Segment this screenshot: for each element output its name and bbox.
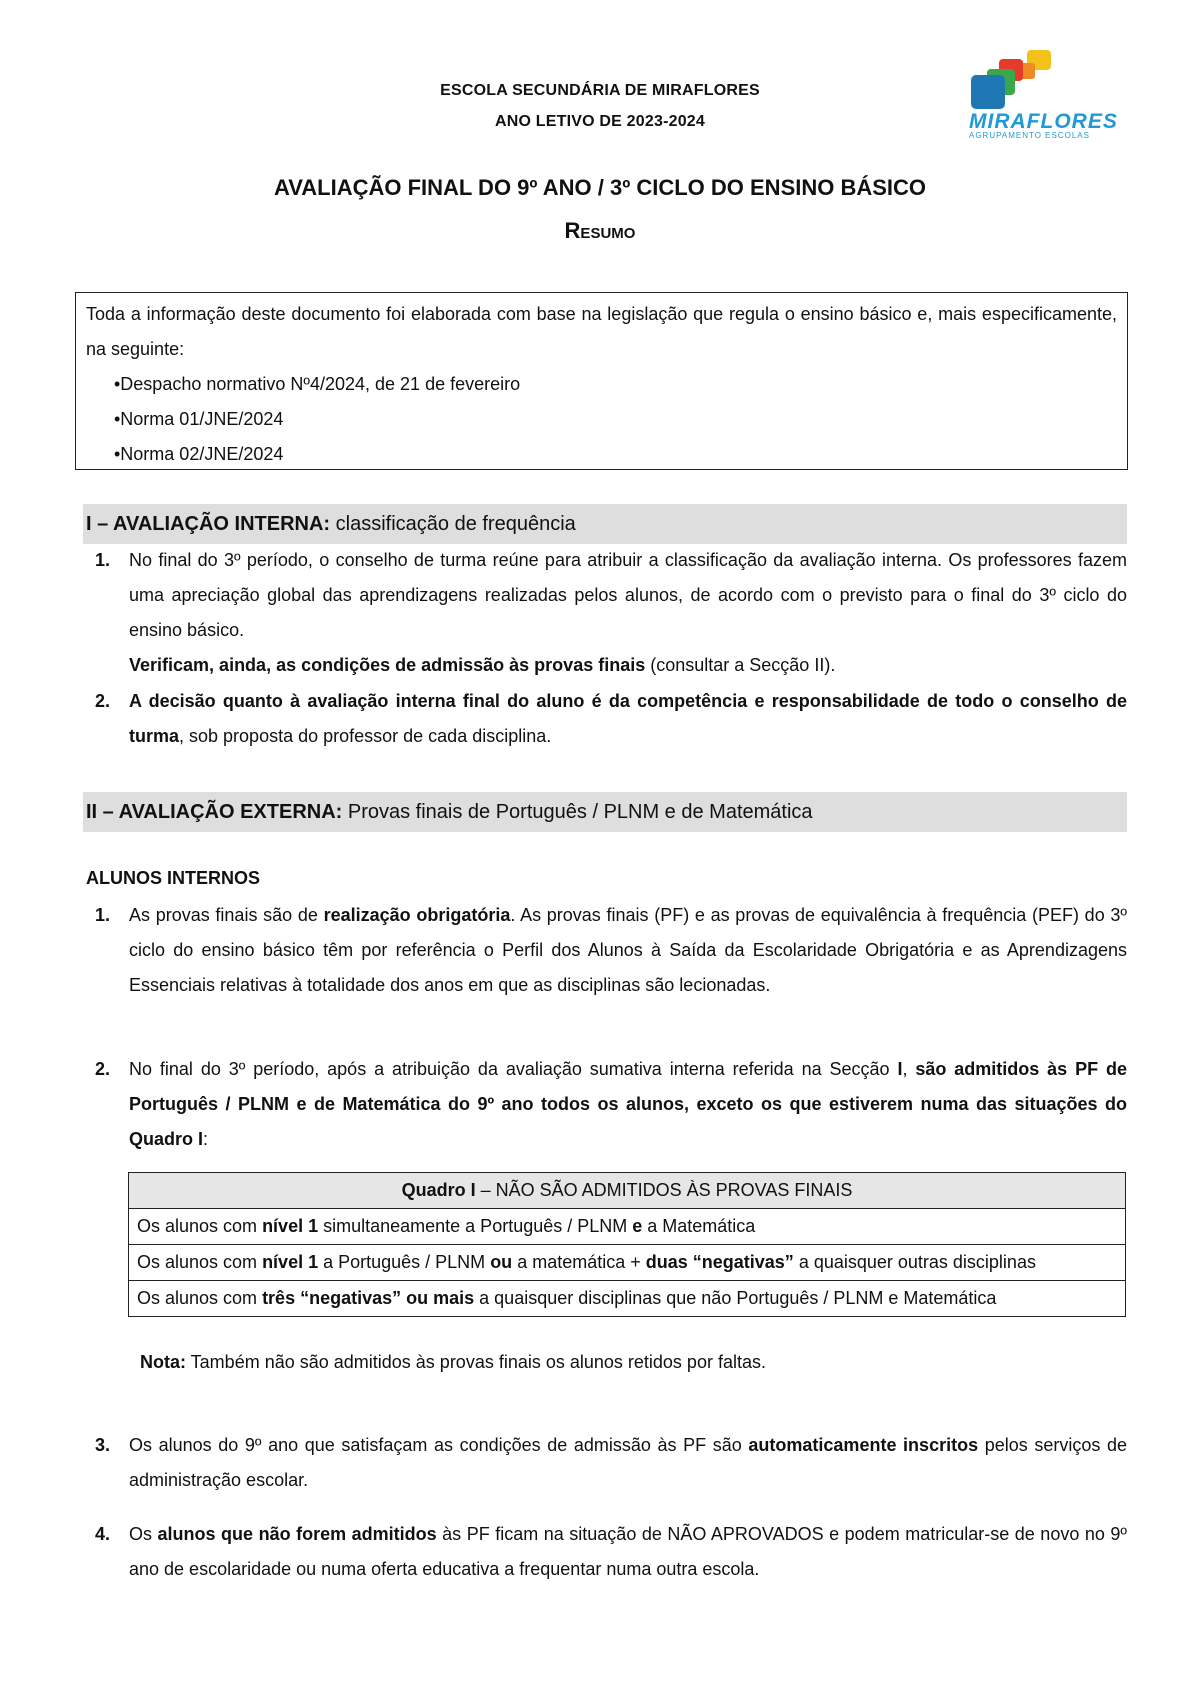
text-bold: Quadro I <box>401 1180 476 1200</box>
document-subtitle: Resumo <box>564 218 636 243</box>
text-run: pelos serviços de administração escolar. <box>129 1435 1127 1490</box>
school-name: ESCOLA SECUNDÁRIA DE MIRAFLORES <box>440 82 760 99</box>
note-label: Nota: <box>140 1352 186 1372</box>
section-2-heading <box>83 792 1127 832</box>
table-cell <box>129 1281 1126 1317</box>
table-row <box>129 1245 1126 1281</box>
text-run: , <box>902 1059 916 1079</box>
item-number: 2. <box>95 691 111 711</box>
text-run: : <box>203 1129 209 1149</box>
item-number: 4. <box>95 1524 111 1544</box>
legislation-item: •Norma 02/JNE/2024 <box>114 444 284 464</box>
text-run: às PF ficam na situação de NÃO APROVADOS e podem matricular-se de novo no 9º ano de escolaridade ou numa oferta educativa a frequentar numa outra escola. <box>129 1524 1127 1579</box>
item-text <box>129 1517 1127 1587</box>
text-bold: nível 1 <box>262 1252 319 1272</box>
text-bold: são admitidos às PF de Português / PLNM e de Matemática do 9º ano todos os alunos, exceto os que estiverem numa das situações do Quadro I <box>129 1059 1127 1149</box>
table-cell <box>129 1209 1126 1245</box>
table-row <box>129 1281 1126 1317</box>
text-bold: duas “negativas” <box>645 1252 794 1272</box>
section-1-item-1 <box>95 543 1127 683</box>
legislation-intro: Toda a informação deste documento foi elaborada com base na legislação que regula o ensino básico e, mais especificamente, na seguinte: <box>86 304 1117 359</box>
text-run: As provas finais são de <box>129 905 324 925</box>
text-run: – NÃO SÃO ADMITIDOS ÀS PROVAS FINAIS <box>475 1180 853 1200</box>
school-year: ANO LETIVO DE 2023-2024 <box>494 113 705 130</box>
text-run: Os alunos com <box>137 1252 263 1272</box>
section-2-heading-bold: II – AVALIAÇÃO EXTERNA: <box>86 801 343 823</box>
text-run: Os <box>129 1524 158 1544</box>
section-1-heading <box>83 504 1127 544</box>
text-run: Os alunos do 9º ano que satisfaçam as condições de admissão às PF são <box>129 1435 749 1455</box>
item-number: 1. <box>95 905 111 925</box>
section-2-item-4 <box>95 1517 1127 1587</box>
item-number: 1. <box>95 550 111 570</box>
section-1-heading-bold: I – AVALIAÇÃO INTERNA: <box>86 513 331 535</box>
item-text <box>129 898 1127 1003</box>
text-bold: e <box>632 1216 643 1236</box>
text-run: a quaisquer outras disciplinas <box>793 1252 1036 1272</box>
decision-rest: , sob proposta do professor de cada disciplina. <box>179 726 552 746</box>
text-run: a quaisquer disciplinas que não Português / PLNM e Matemática <box>474 1288 997 1308</box>
table-row <box>129 1209 1126 1245</box>
section-1-item-2 <box>95 684 1127 754</box>
decision-bold: A decisão quanto à avaliação interna final do aluno é da competência e responsabilidade de todo o conselho de turma <box>129 691 1127 746</box>
text-run: a Português / PLNM <box>318 1252 491 1272</box>
legislation-item: •Norma 01/JNE/2024 <box>114 409 284 429</box>
table-header <box>129 1173 1126 1209</box>
text-bold: I <box>897 1059 903 1079</box>
item-number: 2. <box>95 1059 111 1079</box>
admission-rest: (consultar a Secção II). <box>645 655 836 675</box>
item-text <box>129 1052 1127 1157</box>
section-1-heading-rest: classificação de frequência <box>330 513 576 535</box>
subheading-internal-students: ALUNOS INTERNOS <box>86 868 261 888</box>
section-2-heading-rest: Provas finais de Português / PLNM e de Matemática <box>342 801 813 823</box>
item-text <box>129 684 1127 754</box>
quadro-1-table <box>128 1172 1126 1317</box>
text-run: No final do 3º período, após a atribuição da avaliação sumativa interna referida na Secção <box>129 1059 898 1079</box>
section-2-item-3 <box>95 1428 1127 1498</box>
note-text: Também não são admitidos às provas finais os alunos retidos por faltas. <box>186 1352 766 1372</box>
table-note <box>140 1352 766 1373</box>
text-bold: ou <box>490 1252 513 1272</box>
text-run: . As provas finais (PF) e as provas de equivalência à frequência (PEF) do 3º ciclo do ensino básico têm por referência o Perfil dos Alunos à Saída da Escolaridade Obrigatória e as Aprendizagens Essenciais relativas à totalidade dos anos em que as disciplinas são lecionadas. <box>129 905 1127 995</box>
legislation-box <box>75 292 1128 470</box>
logo-subtext: AGRUPAMENTO ESCOLAS <box>969 131 1090 140</box>
admission-bold: Verificam, ainda, as condições de admissão às provas finais <box>129 655 646 675</box>
section-2-item-1 <box>95 898 1127 1003</box>
text-bold: automaticamente inscritos <box>748 1435 979 1455</box>
text-bold: alunos que não forem admitidos <box>157 1524 437 1544</box>
table-row <box>129 1173 1126 1209</box>
logo-text: MIRAFLORES <box>969 110 1118 133</box>
text-run: simultaneamente a Português / PLNM <box>318 1216 633 1236</box>
text-bold: nível 1 <box>262 1216 319 1236</box>
text-bold: realização obrigatória <box>323 905 511 925</box>
item-text <box>129 1428 1127 1498</box>
text-run: Os alunos com <box>137 1288 263 1308</box>
table-cell <box>129 1245 1126 1281</box>
text-bold: três “negativas” ou mais <box>262 1288 475 1308</box>
text-run: a matemática + <box>512 1252 646 1272</box>
text-run: Os alunos com <box>137 1216 263 1236</box>
miraflores-logo <box>965 45 1140 140</box>
legislation-item: •Despacho normativo Nº4/2024, de 21 de fevereiro <box>114 374 521 394</box>
logo-graphic <box>965 45 1140 140</box>
item-number: 3. <box>95 1435 111 1455</box>
document-title: AVALIAÇÃO FINAL DO 9º ANO / 3º CICLO DO ENSINO BÁSICO <box>273 175 927 200</box>
item-text: No final do 3º período, o conselho de turma reúne para atribuir a classificação da avaliação interna. Os professores fazem uma apreciação global das aprendizagens realizadas pelos alunos, de acordo com o previsto para o final do 3º ciclo do ensino básico. <box>129 550 1127 640</box>
text-run: a Matemática <box>642 1216 756 1236</box>
section-2-item-2 <box>95 1052 1127 1157</box>
item-text-admission <box>129 648 1127 683</box>
